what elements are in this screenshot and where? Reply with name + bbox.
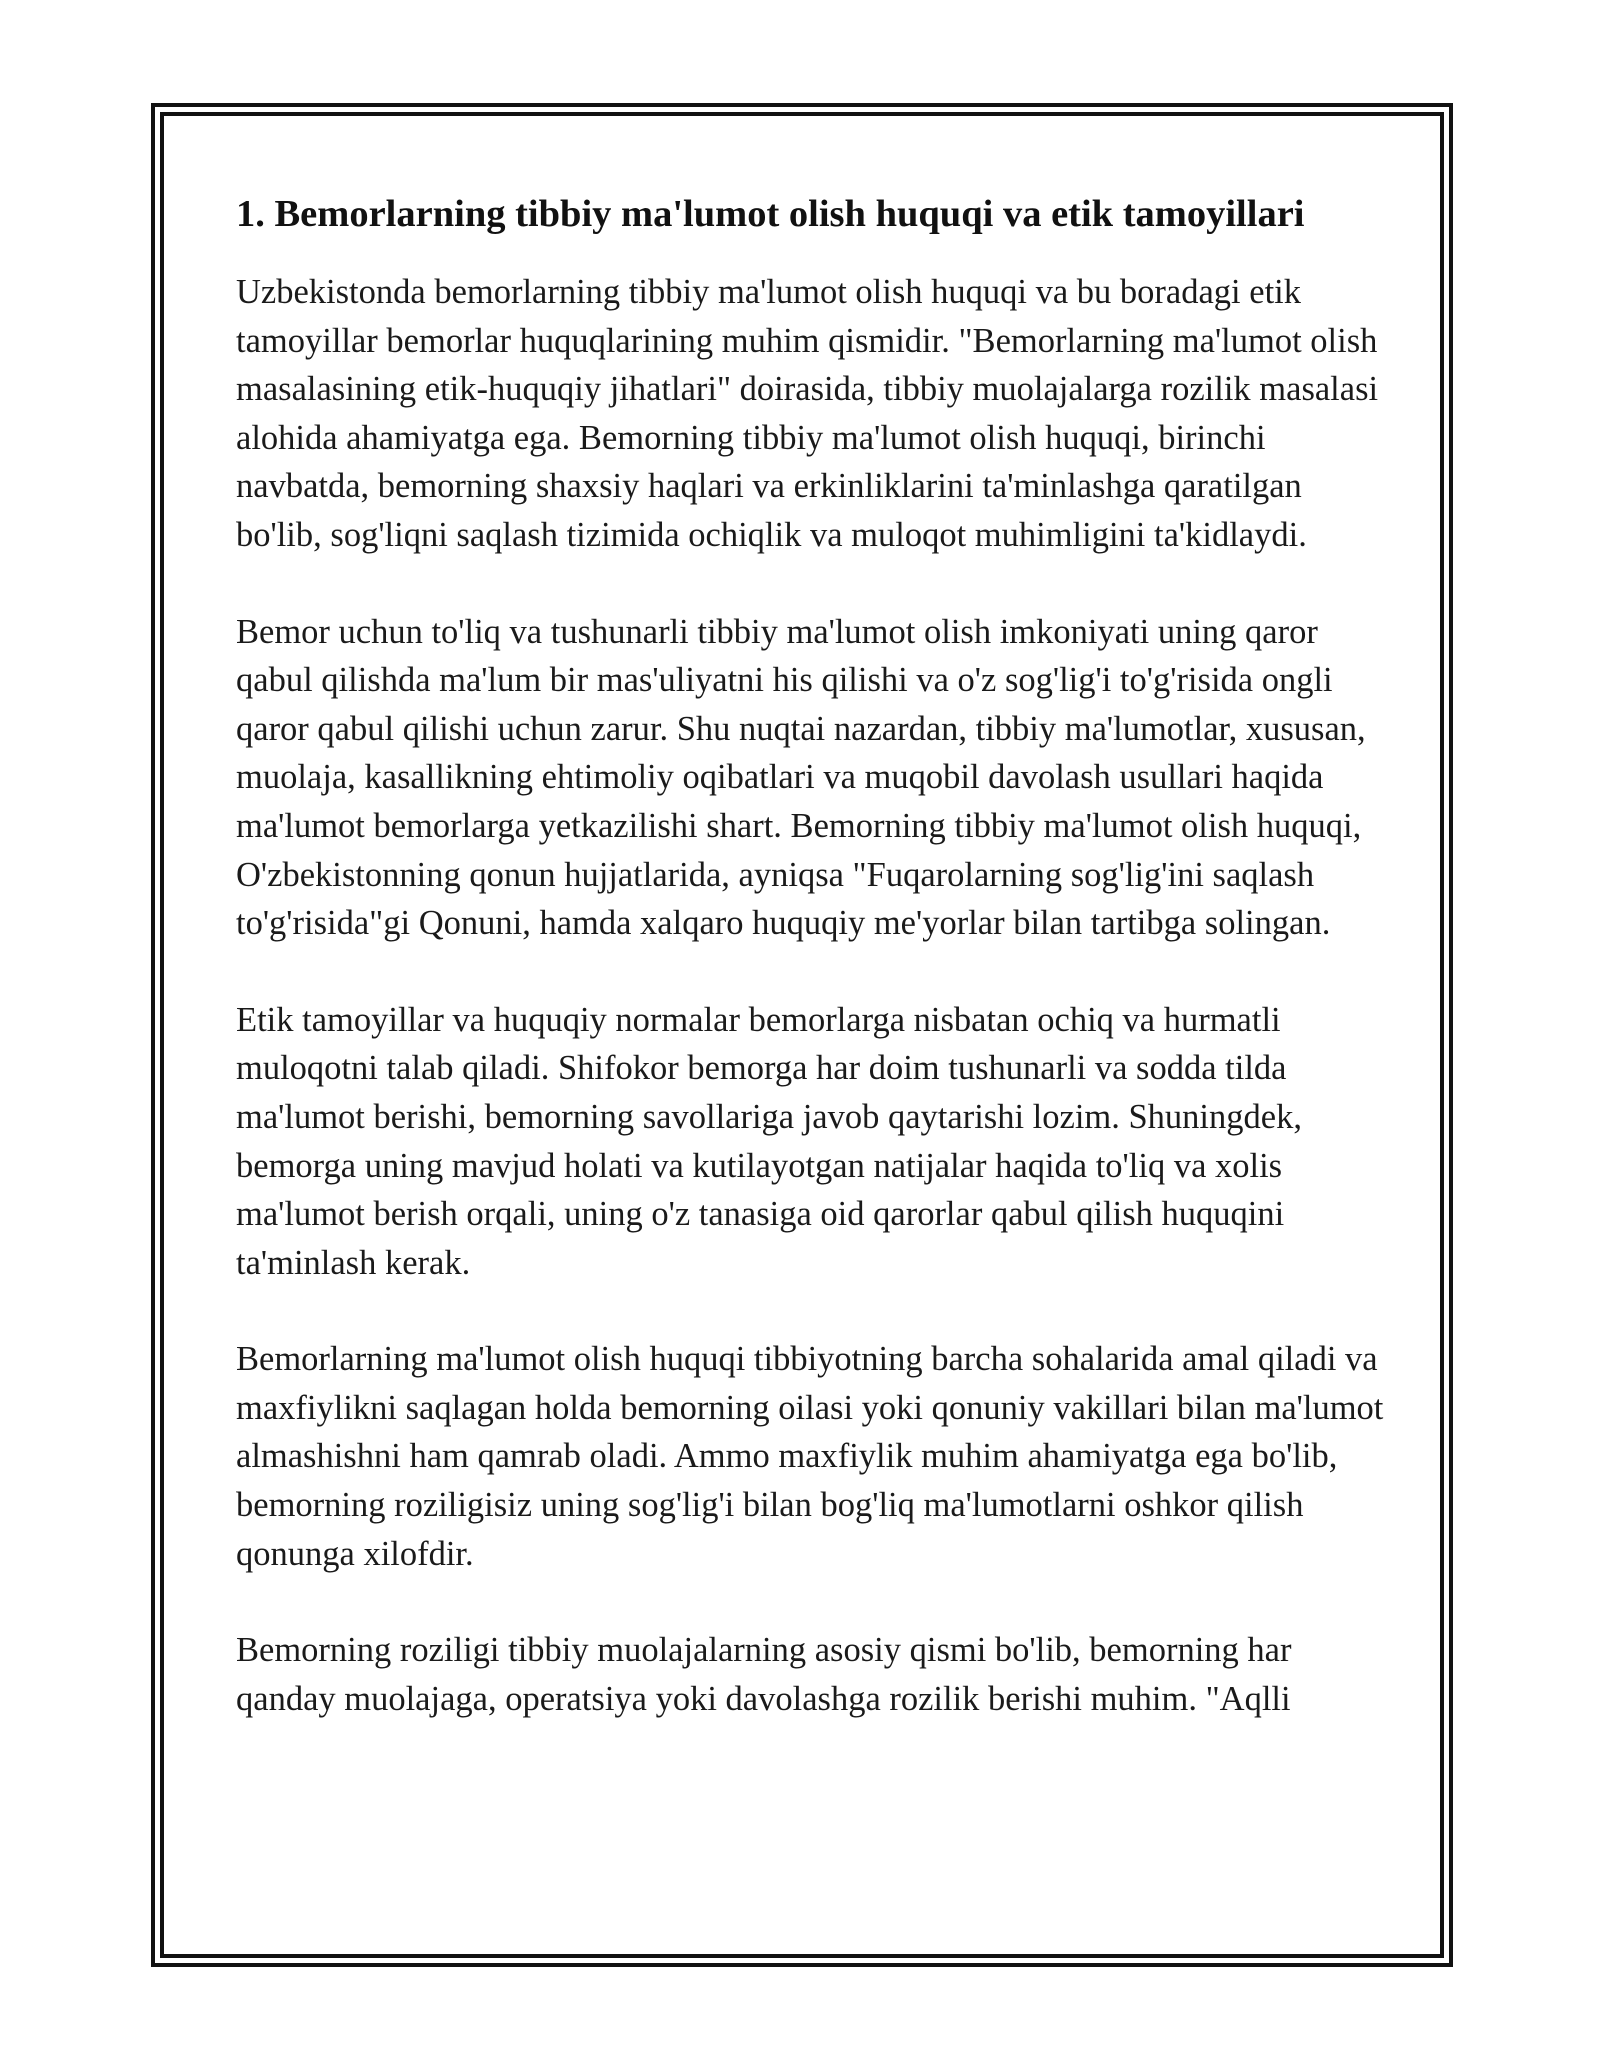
paragraph-3: Etik tamoyillar va huquqiy normalar bemorlarga nisbatan ochiq va hurmatli muloqotni talab qiladi. Shifokor bemorga har doim tushunarli va sodda tilda ma'lumot berishi, bemorning savollariga javob qaytarishi lozim. Shuningdek, bemorga uning mavjud holati va kutilayotgan natijalar haqida to'liq va xolis ma'lumot berish orqali, uning o'z tanasiga oid qarorlar qabul qilish huquqini ta'minlash kerak. bbox=[236, 1000, 1302, 1282]
document-body bbox=[236, 186, 1386, 1723]
section-heading: 1. Bemorlarning tibbiy ma'lumot olish huquqi va etik tamoyillari bbox=[236, 193, 1305, 235]
paragraph-4: Bemorlarning ma'lumot olish huquqi tibbiyotning barcha sohalarida amal qiladi va maxfiylikni saqlagan holda bemorning oilasi yoki qonuniy vakillari bilan ma'lumot almashishni ham qamrab oladi. Ammo maxfiylik muhim ahamiyatga ega bo'lib, bemorning roziligisiz uning sog'lig'i bilan bog'liq ma'lumotlarni oshkor qilish qonunga xilofdir. bbox=[236, 1340, 1384, 1573]
paragraph-2: Bemor uchun to'liq va tushunarli tibbiy ma'lumot olish imkoniyati uning qaror qabul qilishda ma'lum bir mas'uliyatni his qilishi va o'z sog'lig'i to'g'risida ongli qaror qabul qilishi uchun zarur. Shu nuqtai nazardan, tibbiy ma'lumotlar, xususan, muolaja, kasallikning ehtimoliy oqibatlari va muqobil davolash usullari haqida ma'lumot bemorlarga yetkazilishi shart. Bemorning tibbiy ma'lumot olish huquqi, O'zbekistonning qonun hujjatlarida, ayniqsa "Fuqarolarning sog'lig'ini saqlash to'g'risida"gi Qonuni, hamda xalqaro huquqiy me'yorlar bilan tartibga solingan. bbox=[236, 612, 1366, 943]
paragraph-1: Uzbekistonda bemorlarning tibbiy ma'lumot olish huquqi va bu boradagi etik tamoyillar bemorlar huquqlarining muhim qismidir. "Bemorlarning ma'lumot olish masalasining etik-huquqiy jihatlari" doirasida, tibbiy muolajalarga rozilik masalasi alohida ahamiyatga ega. Bemorning tibbiy ma'lumot olish huquqi, birinchi navbatda, bemorning shaxsiy haqlari va erkinliklarini ta'minlashga qaratilgan bo'lib, sog'liqni saqlash tizimida ochiqlik va muloqot muhimligini ta'kidlaydi. bbox=[236, 273, 1379, 554]
paragraph-5: Bemorning roziligi tibbiy muolajalarning asosiy qismi bo'lib, bemorning har qanday muolajaga, operatsiya yoki davolashga rozilik berishi muhim. "Aqlli bbox=[236, 1631, 1292, 1718]
